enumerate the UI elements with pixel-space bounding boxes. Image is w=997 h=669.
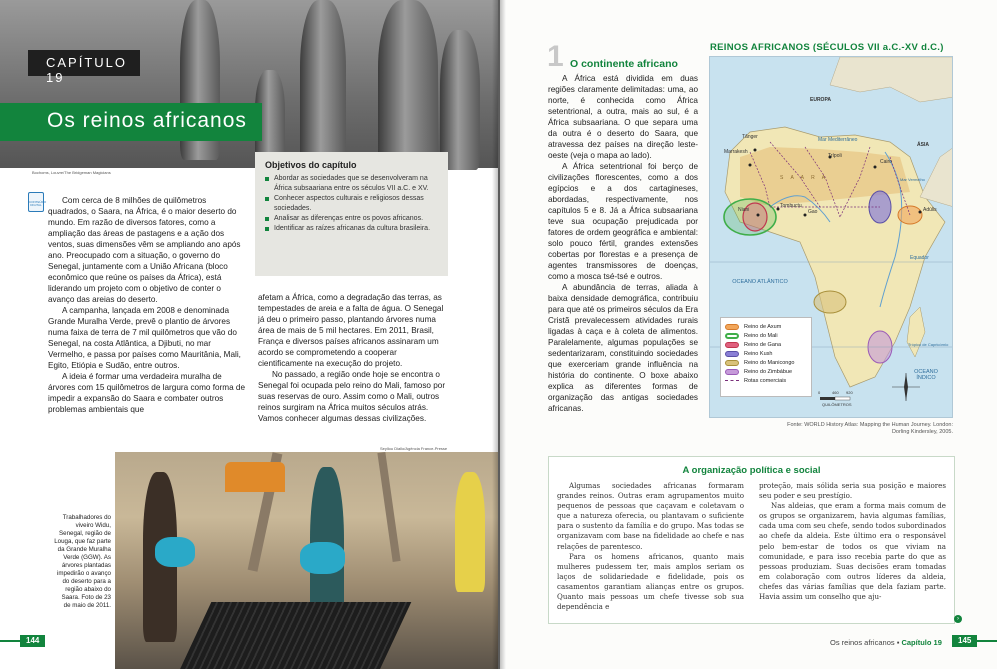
- running-head-title: Os reinos africanos: [830, 638, 895, 647]
- map-source: Fonte: WORLD History Atlas: Mapping the Human Journey. London: Dorling Kindersley, 2005.: [787, 422, 953, 435]
- digital-content-label: CONTEÚDO DIGITAL: [29, 200, 47, 207]
- legend-swatch: [725, 333, 739, 339]
- box-title: A organização política e social: [682, 465, 821, 476]
- objective-item: Conhecer aspectos culturais e religiosos dessas sociedades.: [265, 194, 438, 214]
- section-text: [548, 73, 698, 414]
- paragraph: Para os homens africanos, quanto mais mulheres pudessem ter, mais amplos seriam os laços de solidariedade e fidelidade, pois os casamentos garantiam alianças entre os grupos. Quanto mais pessoas um chefe tivesse sob sua dependência e: [557, 551, 744, 612]
- objective-item: Analisar as diferenças entre os povos africanos.: [265, 214, 438, 224]
- ocean-label: OCEANO ÍNDICO: [914, 369, 938, 381]
- map-label: S A A R A: [780, 175, 829, 181]
- paragraph: A África setentrional foi berço de civilizações florescentes, como a dos egípcios e a dos cartagineses, abordadas, respectivamente, nos capítulos 5 e 8. Já a África subsaariana teve sua ocupação prejudicada por fatores de ordem geográfica e ambiental: solo pouco fértil, grandes extensões cobertas por florestas e a presença de agentes transmissores de doenças, como a mosca tsé-tsé e outros.: [548, 162, 698, 281]
- paragraph: proteção, mais sólida seria sua posição e maiores seu poder e seu prestígio.: [759, 481, 946, 501]
- legend-swatch: [725, 324, 739, 330]
- paragraph: afetam a África, como a degradação das terras, as tempestades de areia e a falta de água. O Senegal já deu o primeiro passo, plantando árvores numa área de mais de 5 mil hectares. Em 2011, Brasil, França e diversos países africanos assinaram um acordo se comprometendo a cooperar cientificamente na execução do projeto.: [258, 293, 444, 368]
- digital-content-icon[interactable]: [28, 192, 47, 212]
- map-label: Mar Vermelho: [900, 177, 925, 182]
- map-label: Gao: [808, 209, 818, 215]
- right-page: [500, 0, 997, 669]
- paragraph: A campanha, lançada em 2008 e denominada Grande Muralha Verde, prevê o plantio de árvores numa faixa de terra de 7 mil quilômetros que vão do Senegal, na costa Atlântica, a Djibuti, no mar Vermelho, e passa por países como Mauritânia, Mali, Egito, Etiópia e Sudão, entre outros.: [48, 306, 241, 370]
- legend-item: Reino do Zimbábue: [725, 367, 807, 376]
- map-label: Trópico de Capricórnio: [908, 342, 949, 347]
- paragraph: Nas aldeias, que eram a forma mais comum de os grupos se organizarem, havia algumas famílias, cada uma com seu chefe, sendo todos subordinados ao chefe da aldeia. Este último era o responsável pelo bem-estar de todos os que viviam na comunidade, e para isso recebia parte do que as pessoas produziam. Suas decisões eram tomadas em colaboração com outros líderes da aldeia, chefes das várias famílias que dela faziam parte. Havia assim um conselho que aju-: [759, 501, 946, 602]
- paragraph: A África está dividida em duas regiões claramente delimitadas: uma, ao norte, é conhecida como África setentrional, a outra, mais ao sul, é a África subsaariana. O que separa uma da outra é o deserto do Saara, que atravessa dez países na direção leste-oeste (veja o mapa ao lado).: [548, 74, 698, 160]
- map-label: Mar Mediterrâneo: [818, 137, 858, 143]
- legend-swatch: [725, 380, 739, 381]
- continue-arrow-icon[interactable]: ›: [954, 615, 962, 623]
- section-title: O continente africano: [570, 58, 678, 70]
- hero-photo-statues: [0, 0, 498, 168]
- page-number-right: 145: [952, 635, 977, 647]
- map-legend: [720, 317, 812, 397]
- objective-item: Identificar as raízes africanas da cultura brasileira.: [265, 224, 438, 234]
- objective-item: Abordar as sociedades que se desenvolveram na África subsaariana entre os séculos VII a.C. e XV.: [265, 174, 438, 194]
- scale-label: QUILÔMETROS: [822, 402, 852, 407]
- map-label: Tombuctu: [780, 203, 802, 209]
- map-label: Marrakesh: [724, 149, 748, 155]
- legend-swatch: [725, 342, 739, 348]
- map-label: EUROPA: [810, 97, 832, 103]
- page-number-left: 144: [20, 635, 45, 647]
- objectives-list: [265, 174, 438, 234]
- legend-swatch: [725, 369, 739, 375]
- map-label: Adúlis: [923, 207, 937, 213]
- paragraph: A abundância de terras, aliada à baixa densidade demográfica, contribuiu para que até os primeiros séculos da Era Cristã prevalecessem atividades rurais ligadas à caça e à coleta de alimentos. Paralelamente, algumas populações se sedentarizaram, constituindo sociedades que exerceriam grande influência na história do continente. O boxe abaixo explica as diferentes formas de organização das antigas sociedades africanas.: [548, 283, 698, 413]
- objectives-box: [255, 152, 448, 276]
- legend-item: Reino do Manicongo: [725, 358, 807, 367]
- box-column-2: [759, 481, 946, 602]
- map-label: ÁSIA: [917, 142, 929, 148]
- map-label: Equador: [910, 255, 929, 261]
- legend-item: Rotas comerciais: [725, 376, 807, 385]
- paragraph: No passado, a região onde hoje se encontra o Senegal foi ocupada pelo reino do Mali, famoso por suas reservas de ouro. Assim como o Mali, outros reinos surgiram na África muitos séculos atrás. Vamos conhecer algumas dessas civilizações.: [258, 370, 446, 423]
- map-label: Cairo: [880, 159, 892, 165]
- legend-item: Reino do Mali: [725, 331, 807, 340]
- map-title: REINOS AFRICANOS (SÉCULOS VII a.C.-XV d.C.): [710, 42, 944, 53]
- book-gutter: [492, 0, 506, 669]
- chapter-tag: CAPÍTULO 19: [28, 50, 140, 76]
- scale-value: 920: [846, 390, 853, 395]
- legend-swatch: [725, 351, 739, 357]
- intro-column-2: [258, 292, 448, 424]
- paragraph: Algumas sociedades africanas formaram grandes reinos. Outras eram agrupamentos muito pequenos de pessoas que caçavam e coletavam o que a natureza oferecia, ou plantavam o suficiente para o sustento da família e do grupo. Mas todas se organizavam com base na fidelidade ao chefe e nas relações de parentesco.: [557, 481, 744, 551]
- africa-kingdoms-map: [709, 56, 953, 418]
- map-label: Tânger: [742, 134, 758, 140]
- hero-credit: Bochoms, Louvre/The Bridgeman Magicians: [32, 170, 111, 175]
- legend-item: Reino de Axum: [725, 322, 807, 331]
- photo-credit: Seyllou Diallo/Agência France-Presse: [380, 446, 448, 451]
- nursery-workers-photo: [115, 452, 498, 669]
- photo-caption: Trabalhadores do viveiro Widu, Senegal, região de Louga, que faz parte da Grande Muralha Verde (GGW). As árvores plantadas impedirão o avanço do deserto para a região abaixo do Saara. Foto de 23 de maio de 2011.: [54, 514, 111, 609]
- intro-column-1: [48, 195, 248, 415]
- running-head: Os reinos africanos ▪ Capítulo 19: [830, 638, 942, 647]
- paragraph: Com cerca de 8 milhões de quilômetros quadrados, o Saara, na África, é o maior deserto do mundo. Em razão de diversos fatores, como a ampliação das áreas de pastagens e a ação dos ventos, suas dimensões vêm se ampliando ano após ano. Preocupado com a situação, o governo do Senegal, juntamente com a União Africana (bloco econômico que reúne os países da África), está liderando um projeto com o objetivo de conter o avanço das areias do deserto.: [48, 196, 241, 304]
- left-page: [0, 0, 498, 669]
- running-head-chapter: Capítulo 19: [901, 638, 942, 647]
- chapter-title: Os reinos africanos: [0, 103, 262, 141]
- political-social-box: [548, 456, 955, 624]
- legend-item: Reino de Gana: [725, 340, 807, 349]
- paragraph: A ideia é formar uma verdadeira muralha de árvores com 15 quilômetros de largura como forma de impedir a expansão do Saara e combater outros problemas ambientais que: [48, 372, 246, 414]
- section-number: 1: [547, 40, 564, 73]
- legend-swatch: [725, 360, 739, 366]
- scale-value: 460: [832, 390, 839, 395]
- legend-item: Reino Kush: [725, 349, 807, 358]
- box-column-1: [557, 481, 744, 612]
- ocean-label: OCEANO ATLÂNTICO: [732, 279, 788, 285]
- map-label: Trípoli: [828, 153, 842, 159]
- scale-value: 0: [818, 390, 821, 395]
- map-label: Niani: [738, 207, 750, 213]
- objectives-title: Objetivos do capítulo: [265, 160, 357, 170]
